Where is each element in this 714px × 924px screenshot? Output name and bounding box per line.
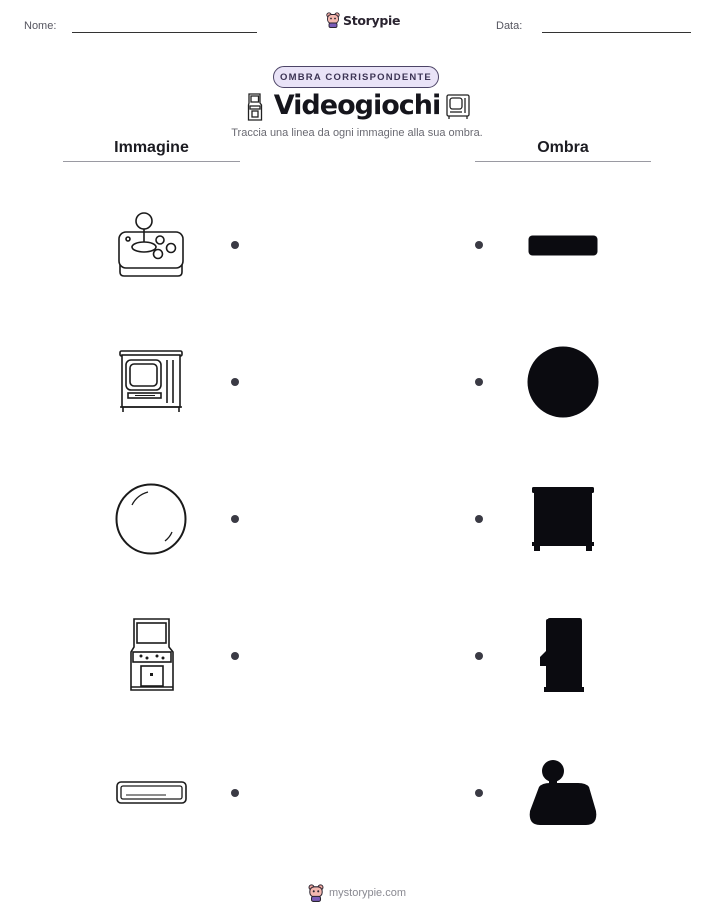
instructions: Traccia una linea da ogni immagine alla sua ombra.	[231, 127, 483, 139]
connect-dot-left[interactable]	[231, 378, 239, 386]
retro-tv-shadow-icon	[531, 486, 595, 552]
connect-dot-left[interactable]	[231, 515, 239, 523]
arcade-cabinet-icon	[129, 617, 175, 692]
arcade-cabinet-shadow-icon	[540, 618, 586, 693]
joystick-shadow-icon	[528, 759, 598, 827]
cartridge-icon	[116, 781, 187, 804]
name-line[interactable]	[72, 32, 257, 33]
arcade-cabinet-icon	[246, 92, 264, 122]
connect-dot-right[interactable]	[475, 652, 483, 660]
date-label: Data:	[496, 20, 523, 32]
column-header-image: Immagine	[114, 139, 189, 156]
connect-dot-right[interactable]	[475, 241, 483, 249]
bear-icon	[308, 884, 324, 902]
joystick-icon	[116, 212, 186, 278]
cartridge-shadow-icon	[528, 235, 598, 257]
ball-shadow-icon	[527, 346, 599, 418]
brand-logo	[326, 12, 400, 28]
connect-dot-left[interactable]	[231, 241, 239, 249]
connect-dot-right[interactable]	[475, 378, 483, 386]
footer	[308, 884, 406, 902]
column-header-shadow: Ombra	[537, 139, 589, 156]
connect-dot-right[interactable]	[475, 789, 483, 797]
column-underline-shadow	[475, 161, 651, 162]
date-line[interactable]	[542, 32, 691, 33]
page-title: Videogiochi	[273, 90, 441, 121]
name-label: Nome:	[24, 20, 57, 32]
column-underline-image	[63, 161, 240, 162]
connect-dot-left[interactable]	[231, 652, 239, 660]
activity-badge: OMBRA CORRISPONDENTE	[273, 66, 439, 88]
bear-icon	[326, 12, 340, 28]
ball-icon	[115, 483, 187, 555]
connect-dot-left[interactable]	[231, 789, 239, 797]
retro-tv-icon	[119, 349, 183, 413]
connect-dot-right[interactable]	[475, 515, 483, 523]
footer-link[interactable]: mystorypie.com	[329, 887, 407, 899]
brand-name: Storypie	[343, 12, 401, 28]
retro-tv-icon	[445, 93, 471, 120]
